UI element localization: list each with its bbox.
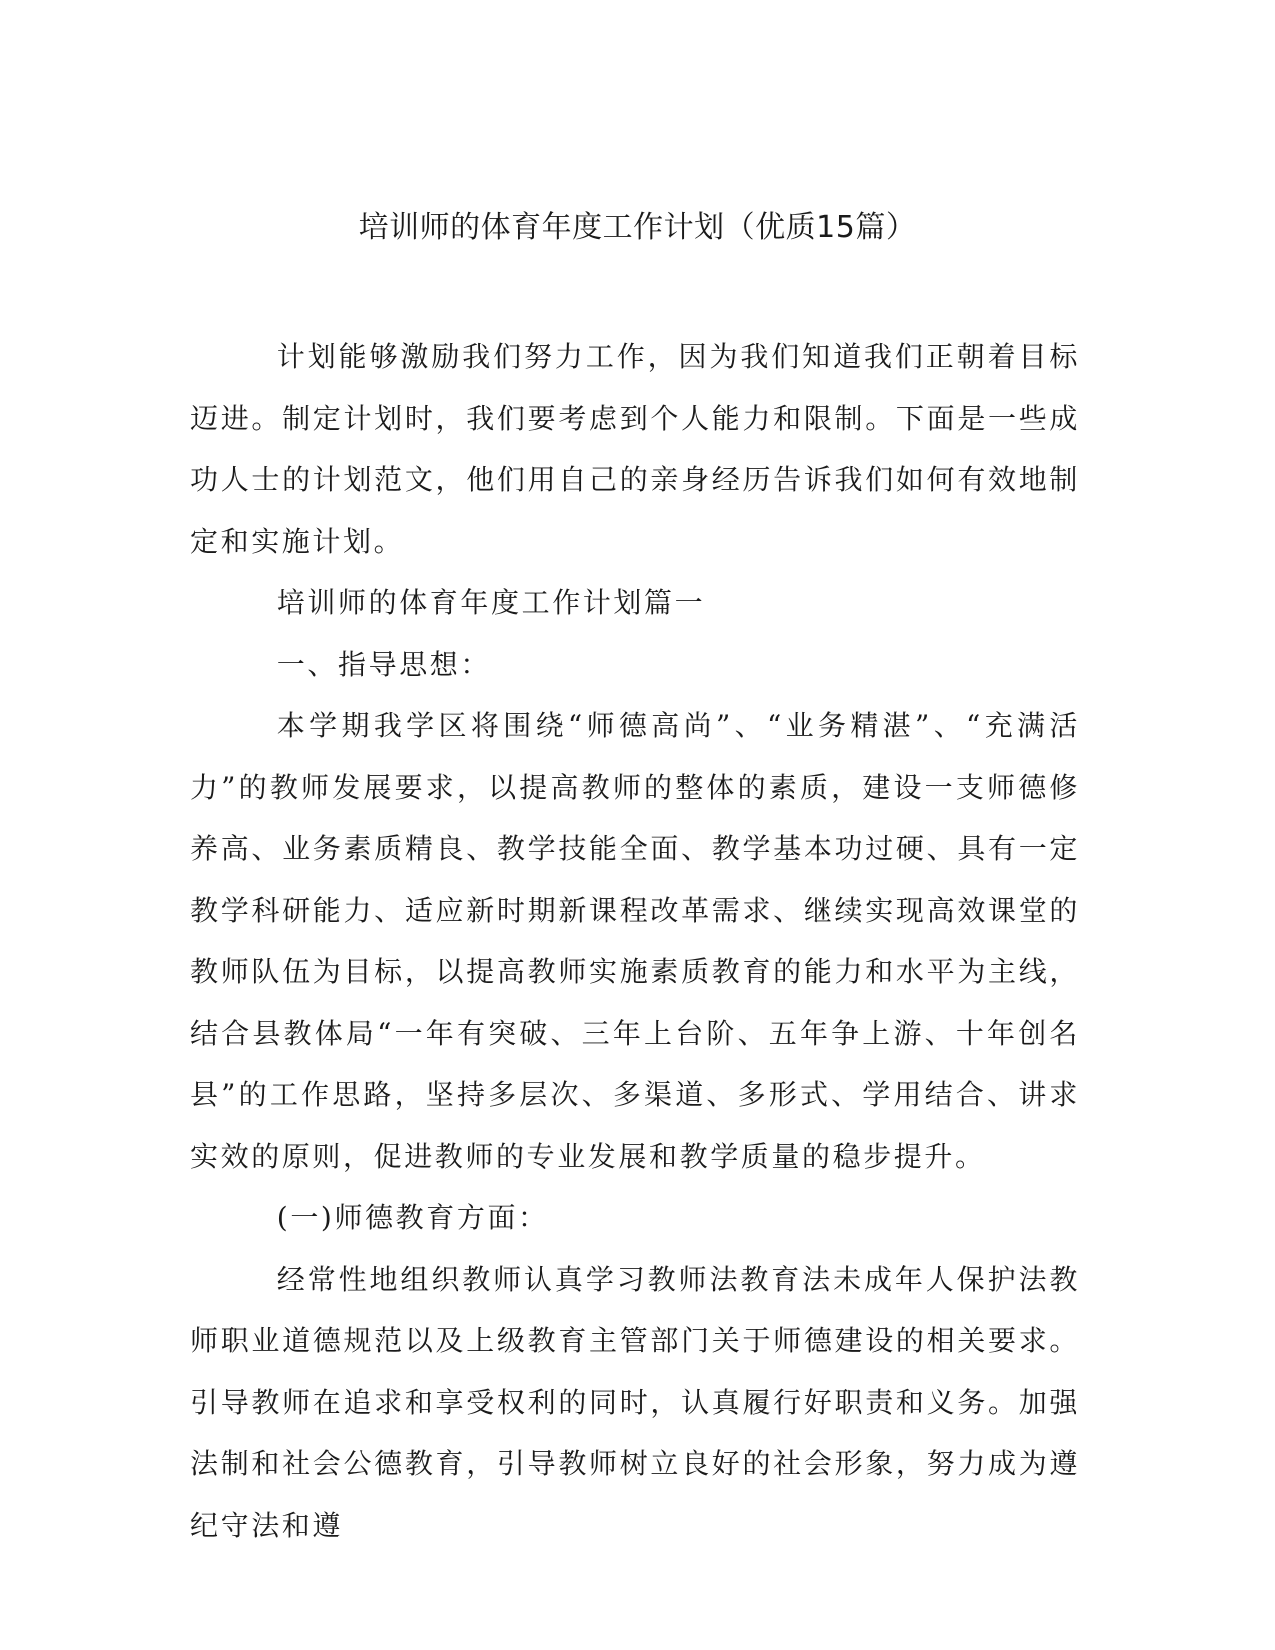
subsection-heading: 一、指导思想： [276,647,491,681]
body-paragraph: 经常性地组织教师认真学习教师法教育法未成年人保护法教师职业道德规范以及上级教育主管部门关于师德建设的相关要求。引导教师在追求和享受权利的同时，认真履行好职责和义务。加强法制和社会公德教育，引导教师树立良好的社会形象，努力成为遵纪守法和遵 [190,1262,1080,1542]
document-title: 培训师的体育年度工作计划（优质15篇） [358,210,917,245]
body-paragraph: 本学期我学区将围绕“师德高尚”、“业务精湛”、“充满活力”的教师发展要求，以提高教师的整体的素质，建设一支师德修养高、业务素质精良、教学技能全面、教学基本功过硬、具有一定教学科研能力、适应新时期新课程改革需求、继续实现高效课堂的教师队伍为目标，以提高教师实施素质教育的能力和水平为主线，结合县教体局“一年有突破、三年上台阶、五年争上游、十年创名县”的工作思路，坚持多层次、多渠道、多形式、学用结合、讲求实效的原则，促进教师的专业发展和教学质量的稳步提升。 [190,709,1080,1173]
subsection-heading: (一)师德教育方面： [276,1201,549,1234]
intro-paragraph: 计划能够激励我们努力工作，因为我们知道我们正朝着目标迈进。制定计划时，我们要考虑到个人能力和限制。下面是一些成功人士的计划范文，他们用自己的亲身经历告诉我们如何有效地制定和实施计划。 [190,340,1080,558]
document-body [190,326,1080,1556]
section-heading: 培训师的体育年度工作计划篇一 [276,586,706,619]
